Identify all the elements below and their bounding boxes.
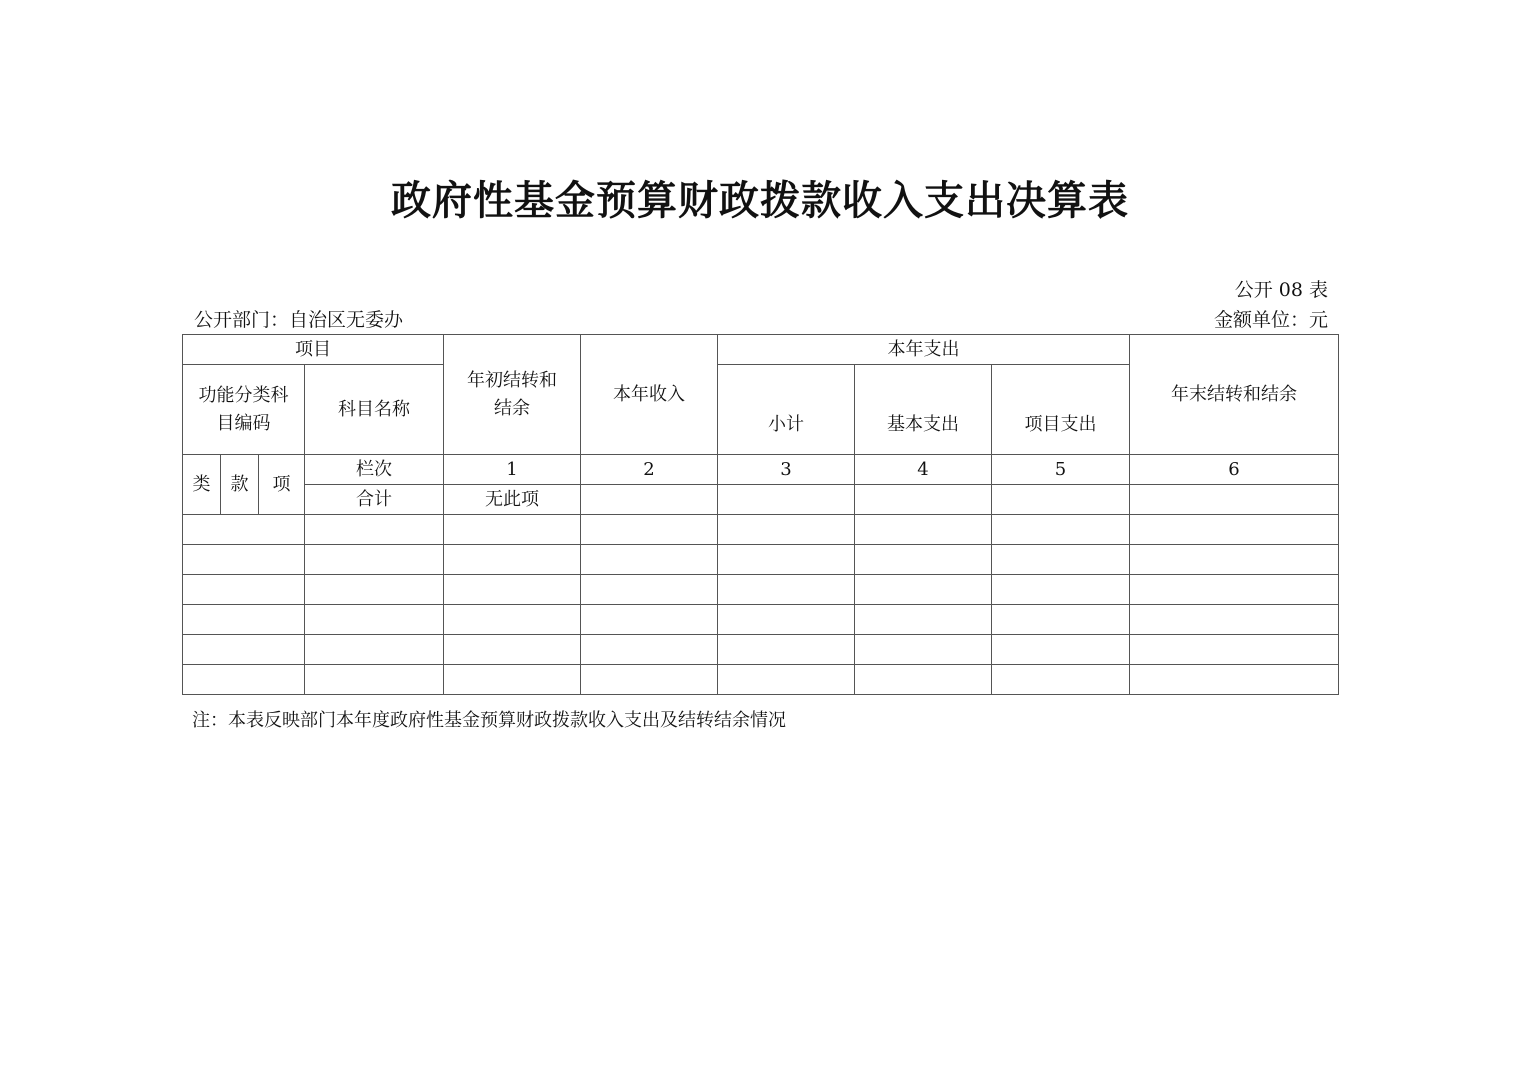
table-cell xyxy=(305,605,444,635)
table-cell xyxy=(992,665,1130,695)
table-cell xyxy=(305,545,444,575)
table-cell xyxy=(581,665,718,695)
table-cell xyxy=(992,545,1130,575)
table-cell xyxy=(444,575,581,605)
total-row xyxy=(183,485,1339,515)
header-closing-balance: 年末结转和结余 xyxy=(1130,335,1339,455)
table-cell xyxy=(183,605,305,635)
table-cell xyxy=(1130,545,1339,575)
header-item: 项 xyxy=(259,455,305,515)
column-index-row xyxy=(183,455,1339,485)
total-label: 合计 xyxy=(305,485,444,515)
table-cell xyxy=(581,575,718,605)
table-cell xyxy=(444,515,581,545)
header-opening-balance xyxy=(444,335,581,455)
header-function-code-text: 功能分类科目编码 xyxy=(198,384,289,434)
table-cell xyxy=(444,545,581,575)
table-cell xyxy=(855,635,992,665)
table-cell xyxy=(1130,635,1339,665)
total-project-expense xyxy=(992,485,1130,515)
table-cell xyxy=(444,665,581,695)
table-cell xyxy=(1130,515,1339,545)
form-number: 公开 08 表 xyxy=(1234,279,1328,301)
total-basic-expense xyxy=(855,485,992,515)
column-index-4: 4 xyxy=(855,455,992,485)
table-cell xyxy=(581,605,718,635)
header-subject-name: 科目名称 xyxy=(305,365,444,455)
header-current-income: 本年收入 xyxy=(581,335,718,455)
column-index-label: 栏次 xyxy=(305,455,444,485)
column-index-2: 2 xyxy=(581,455,718,485)
table-cell xyxy=(183,635,305,665)
table-cell xyxy=(718,635,855,665)
header-current-expense: 本年支出 xyxy=(718,335,1130,365)
total-subtotal xyxy=(718,485,855,515)
table-cell xyxy=(718,665,855,695)
column-index-5: 5 xyxy=(992,455,1130,485)
table-cell xyxy=(581,635,718,665)
table-body xyxy=(183,335,1339,695)
column-index-3: 3 xyxy=(718,455,855,485)
footnote: 注：本表反映部门本年度政府性基金预算财政拨款收入支出及结转结余情况 xyxy=(192,710,786,731)
header-project-expense: 项目支出 xyxy=(992,365,1130,455)
table-cell xyxy=(581,515,718,545)
table-cell xyxy=(305,515,444,545)
table-cell xyxy=(1130,665,1339,695)
table-cell xyxy=(855,605,992,635)
table-cell xyxy=(992,515,1130,545)
header-section: 款 xyxy=(221,455,259,515)
table-cell xyxy=(718,545,855,575)
column-index-6: 6 xyxy=(1130,455,1339,485)
header-project: 项目 xyxy=(183,335,444,365)
header-basic-expense: 基本支出 xyxy=(855,365,992,455)
table-row xyxy=(183,635,1339,665)
header-subtotal: 小计 xyxy=(718,365,855,455)
table-cell xyxy=(305,635,444,665)
table-cell xyxy=(305,575,444,605)
table-cell xyxy=(444,635,581,665)
header-category: 类 xyxy=(183,455,221,515)
table-row xyxy=(183,515,1339,545)
table-cell xyxy=(992,605,1130,635)
table-cell xyxy=(718,605,855,635)
table-row xyxy=(183,665,1339,695)
table-cell xyxy=(855,665,992,695)
table-cell xyxy=(581,545,718,575)
table-cell xyxy=(1130,575,1339,605)
total-closing-balance xyxy=(1130,485,1339,515)
table-cell xyxy=(992,635,1130,665)
table-cell xyxy=(183,515,305,545)
table-row xyxy=(183,605,1339,635)
table-cell xyxy=(183,665,305,695)
page-title: 政府性基金预算财政拨款收入支出决算表 xyxy=(391,177,1129,224)
table-cell xyxy=(183,545,305,575)
table-cell xyxy=(855,545,992,575)
table-cell xyxy=(855,575,992,605)
table-cell xyxy=(183,575,305,605)
table-cell xyxy=(718,575,855,605)
table-cell xyxy=(1130,605,1339,635)
unit-label: 金额单位：元 xyxy=(1213,309,1328,331)
department-label: 公开部门：自治区无委办 xyxy=(194,309,404,331)
table-row xyxy=(183,545,1339,575)
table-cell xyxy=(855,515,992,545)
table-cell xyxy=(444,605,581,635)
header-row-1 xyxy=(183,335,1339,365)
table-cell xyxy=(305,665,444,695)
budget-table xyxy=(182,334,1339,695)
column-index-1: 1 xyxy=(444,455,581,485)
total-current-income xyxy=(581,485,718,515)
table-cell xyxy=(992,575,1130,605)
header-opening-balance-text: 年初结转和结余 xyxy=(467,369,557,419)
table-row xyxy=(183,575,1339,605)
total-opening-balance: 无此项 xyxy=(444,485,581,515)
header-function-code xyxy=(183,365,305,455)
table-cell xyxy=(718,515,855,545)
